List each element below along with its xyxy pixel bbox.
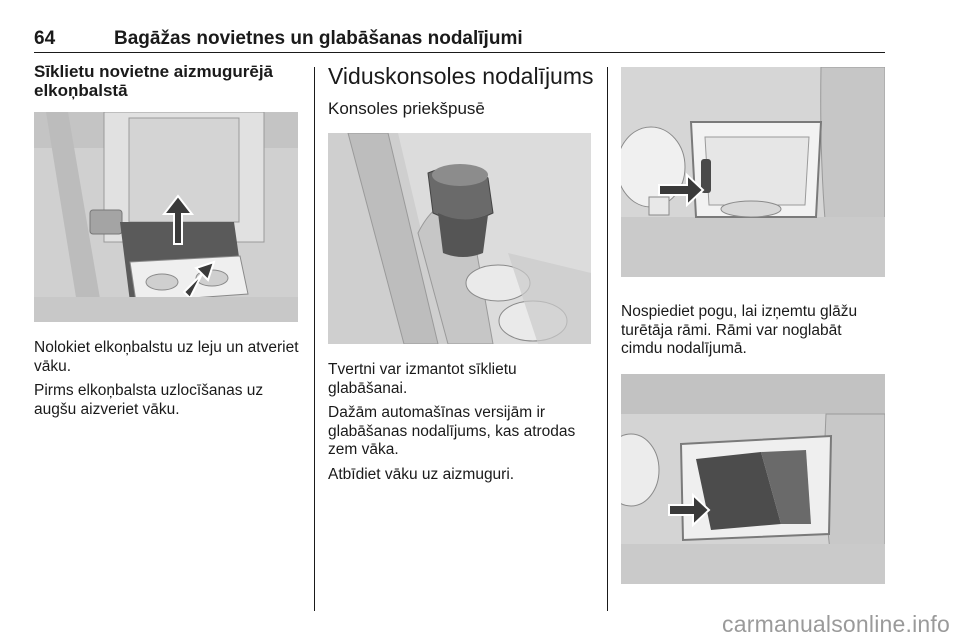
console-paragraph-2: Dažām automašīnas versijām ir glabāšanas nodalījums, kas atrodas zem vāka. (328, 404, 576, 458)
armrest-illustration (34, 112, 298, 322)
page-number: 64 (34, 28, 56, 49)
running-title: Bagāžas novietnes un glabāšanas nodalījumi (114, 28, 523, 49)
cupholder-paragraph-1: Nospiediet pogu, lai izņemtu glāžu turētāja rāmi. Rāmi var noglabāt cimdu nodalījumā. (621, 303, 858, 357)
armrest-paragraph-1: Nolokiet elkoņbalstu uz leju un atveriet vāku. (34, 339, 299, 375)
section-heading-armrest: Sīklietu novietne aizmugurējā elkoņbalstā (34, 62, 274, 100)
column-divider-1 (314, 67, 315, 611)
console-paragraph-1: Tvertni var izmantot sīklietu glabāšanai. (328, 361, 517, 397)
cupholder-frame-illustration (621, 374, 885, 584)
console-front-illustration (328, 133, 591, 344)
console-paragraph-3: Atbīdiet vāku uz aizmuguri. (328, 465, 515, 483)
cupholder-button-illustration (621, 67, 885, 277)
section-heading-console: Viduskonsoles nodalījums (328, 63, 594, 89)
column-cupholder (621, 62, 887, 584)
column-divider-2 (607, 67, 608, 611)
armrest-paragraph-2: Pirms elkoņbalsta uzlocīšanas uz augšu aizveriet vāku. (34, 382, 264, 418)
column-center-console (328, 62, 594, 484)
page-header (34, 26, 885, 53)
watermark: carmanualsonline.info (722, 611, 950, 637)
subsection-heading-front: Konsoles priekšpusē (328, 99, 485, 118)
column-armrest (34, 62, 300, 419)
